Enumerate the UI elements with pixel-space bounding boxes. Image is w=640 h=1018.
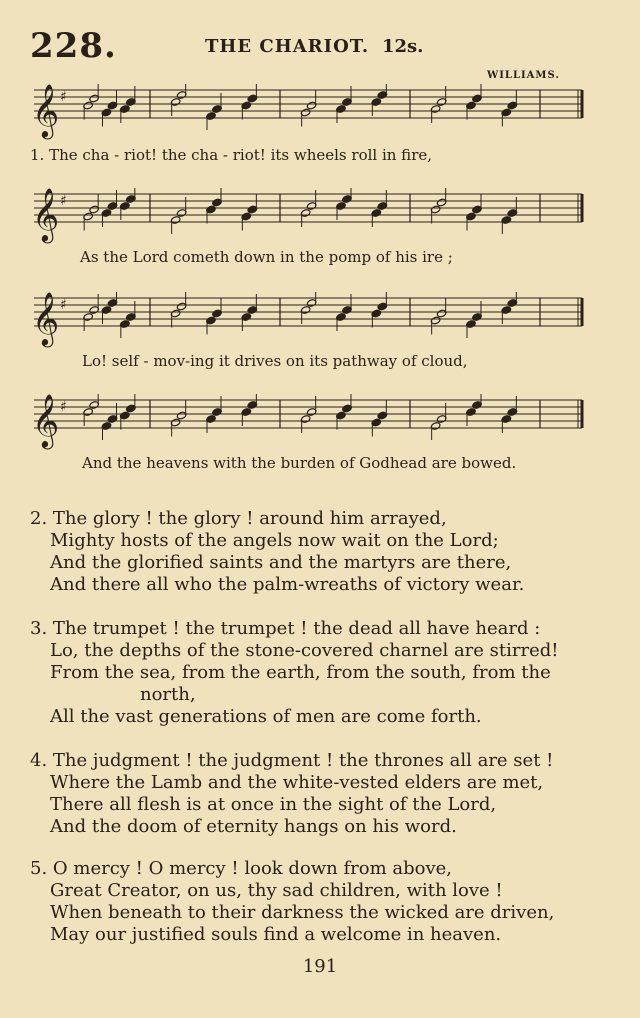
sharp-icon: ♯ — [60, 193, 67, 209]
verse-line: Great Creator, on us, thy sad children, with love ! — [50, 880, 503, 901]
verse-line: When beneath to their darkness the wicked are driven, — [50, 902, 555, 923]
verse-line: north, — [140, 684, 196, 705]
music-system-1 — [30, 84, 590, 174]
hymn-title: THE CHARIOT. — [205, 36, 370, 57]
verse-line: Where the Lamb and the white-vested elders are met, — [50, 772, 544, 793]
verse-line: 5. O mercy ! O mercy ! look down from above, — [30, 858, 453, 879]
music-system-2 — [30, 188, 590, 278]
verse-line: All the vast generations of men are come forth. — [50, 706, 482, 727]
treble-clef-icon: 𝄞 — [32, 394, 60, 447]
treble-clef-icon: 𝄞 — [32, 188, 60, 241]
verse-line: 2. The glory ! the glory ! around him arrayed, — [30, 508, 447, 529]
verse-4 — [30, 750, 600, 838]
verse-line: Mighty hosts of the angels now wait on the Lord; — [50, 530, 499, 551]
verse-line: From the sea, from the earth, from the south, from the — [50, 662, 551, 683]
hymn-meter: 12s. — [382, 36, 424, 57]
treble-clef-icon: 𝄞 — [32, 84, 60, 137]
sharp-icon: ♯ — [60, 89, 67, 105]
music-staff — [30, 84, 590, 144]
verse-line: 4. The judgment ! the judgment ! the thrones all are set ! — [30, 750, 554, 771]
composer-name: WILLIAMS. — [487, 70, 560, 81]
sharp-icon: ♯ — [60, 399, 67, 415]
lyric-line: As the Lord cometh down in the pomp of his ire ; — [80, 248, 453, 266]
verse-line: Lo, the depths of the stone-covered charnel are stirred! — [50, 640, 559, 661]
verse-line: There all flesh is at once in the sight of the Lord, — [50, 794, 497, 815]
treble-clef-icon: 𝄞 — [32, 292, 60, 345]
music-system-3 — [30, 292, 590, 382]
verse-line: May our justified souls find a welcome in heaven. — [50, 924, 502, 945]
verse-5 — [30, 858, 600, 946]
verse-line: And the glorified saints and the martyrs are there, — [50, 552, 512, 573]
lyric-line: Lo! self - mov-ing it drives on its pathway of cloud, — [82, 352, 468, 370]
verse-line: And there all who the palm-wreaths of victory wear. — [50, 574, 525, 595]
lyric-line: 1. The cha - riot! the cha - riot! its wheels roll in fire, — [30, 146, 433, 164]
lyric-line: And the heavens with the burden of Godhead are bowed. — [82, 454, 517, 472]
music-system-4 — [30, 394, 590, 484]
verse-2 — [30, 508, 600, 596]
hymn-number: 228. — [30, 26, 117, 66]
music-staff — [30, 292, 590, 352]
verse-3 — [30, 618, 600, 728]
verse-line: And the doom of eternity hangs on his word. — [50, 816, 457, 837]
page-number: 191 — [302, 956, 338, 977]
music-staff — [30, 394, 590, 454]
music-staff — [30, 188, 590, 248]
verse-line: 3. The trumpet ! the trumpet ! the dead all have heard : — [30, 618, 541, 639]
sharp-icon: ♯ — [60, 297, 67, 313]
